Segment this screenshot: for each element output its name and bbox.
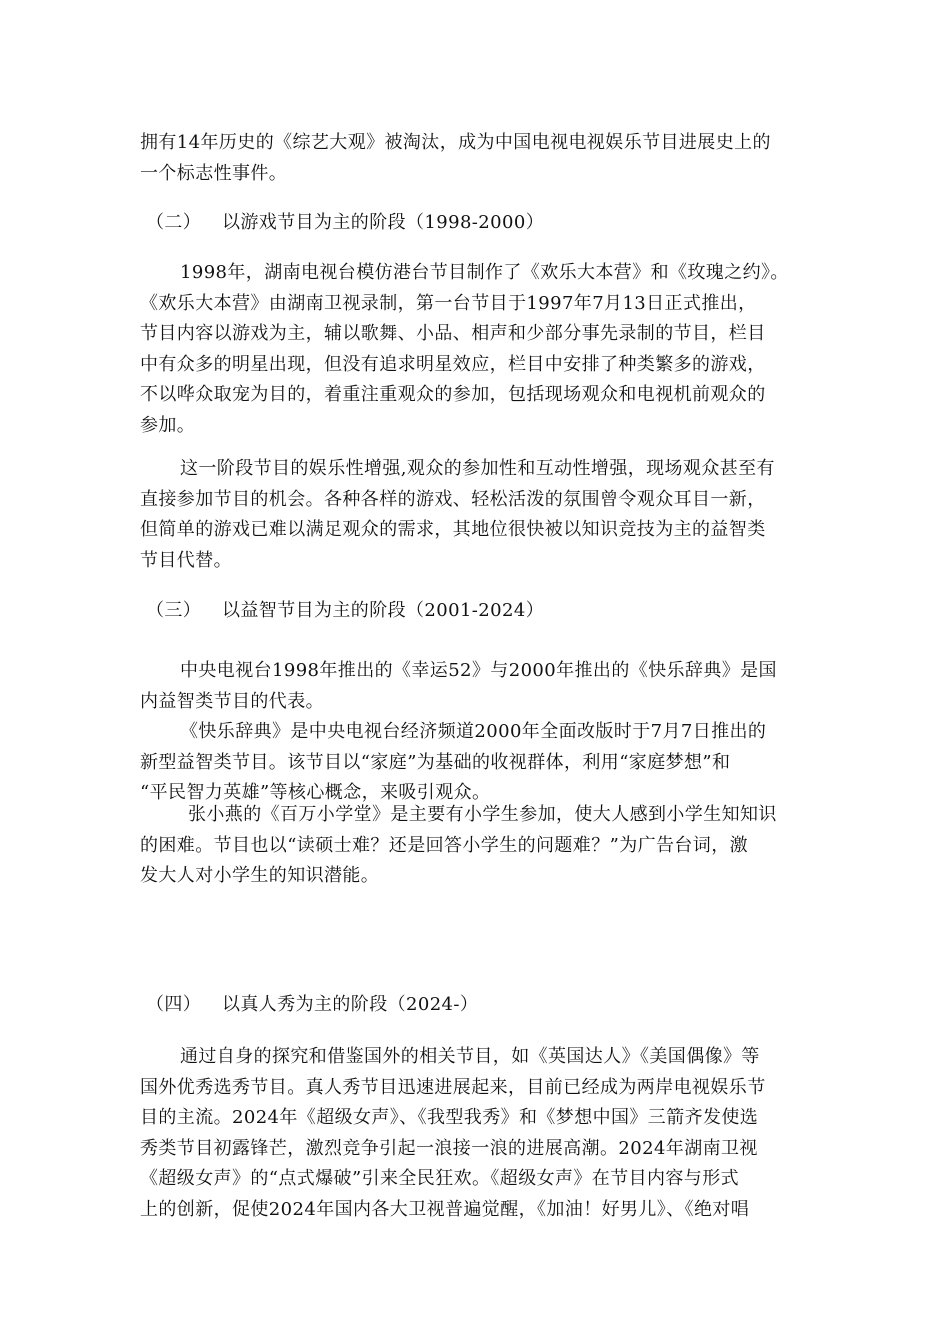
text-line: 《快乐辞典》是中央电视台经济频道2000年全面改版时于7月7日推出的: [180, 721, 767, 742]
text-line: 直接参加节目的机会。各种各样的游戏、轻松活泼的氛围曾令观众耳目一新，: [140, 488, 766, 510]
text-line: “平民智力英雄”等核心概念，来吸引观众。: [140, 782, 491, 803]
section-heading-4: [146, 990, 478, 1020]
text-line: 内益智类节目的代表。: [140, 690, 324, 712]
paragraph-reality-shows: [140, 1042, 812, 1225]
paragraph-happy-camp: [140, 258, 812, 441]
text-line: 中有众多的明星出现，但没有追求明星效应，栏目中安排了种类繁多的游戏，: [140, 353, 766, 375]
text-line: 1998年，湖南电视台模仿港台节目制作了《欢乐大本营》和《玫瑰之约》。: [180, 262, 789, 283]
section-number: （四）: [146, 994, 202, 1015]
text-line: 《超级女声》的“点式爆破”引来全民狂欢。《超级女声》在节目内容与形式: [140, 1168, 740, 1189]
paragraph-million-school: [140, 800, 812, 892]
text-line: 拥有14年历史的《综艺大观》被淘汰，成为中国电视电视娱乐节目进展史上的: [140, 132, 771, 153]
paragraph-quiz-shows: [140, 656, 812, 809]
text-line: 一个标志性事件。: [140, 162, 288, 184]
text-line: 不以哗众取宠为目的，着重注重观众的参加，包括现场观众和电视机前观众的: [140, 384, 766, 405]
text-line: 张小燕的《百万小学堂》是主要有小学生参加，使大人感到小学生知知识: [188, 804, 777, 825]
text-line: 节目代替。: [140, 549, 232, 571]
text-line: 这一阶段节目的娱乐性增强,观众的参加性和互动性增强，现场观众甚至有: [180, 458, 775, 479]
section-number: （三）: [146, 600, 202, 621]
section-heading-3: [146, 596, 544, 626]
section-number: （二）: [146, 212, 202, 233]
paragraph-game-stage: [140, 454, 812, 576]
text-line: 国外优秀选秀节目。真人秀节目迅速进展起来，目前已经成为两岸电视娱乐节: [140, 1076, 766, 1098]
section-title: 以真人秀为主的阶段（2024-）: [222, 994, 479, 1015]
text-line: 但简单的游戏已难以满足观众的需求，其地位很快被以知识竞技为主的益智类: [140, 519, 766, 540]
text-line: 发大人对小学生的知识潜能。: [140, 865, 380, 886]
text-line: 新型益智类节目。该节目以“家庭”为基础的收视群体，利用“家庭梦想”和: [140, 751, 731, 773]
text-line: 上的创新，促使2024年国内各大卫视普遍觉醒，《加油！好男儿》、《绝对唱: [140, 1198, 750, 1220]
text-line: 目的主流。2024年《超级女声》、《我型我秀》和《梦想中国》三箭齐发使选: [140, 1107, 759, 1128]
paragraph-intro-end: [140, 128, 812, 189]
text-line: 的困难。节目也以“读硕士难？还是回答小学生的问题难？”为广告台词，激: [140, 834, 749, 856]
text-line: 参加。: [140, 414, 196, 436]
text-line: 中央电视台1998年推出的《幸运52》与2000年推出的《快乐辞典》是国: [180, 660, 777, 681]
text-line: 通过自身的探究和借鉴国外的相关节目，如《英国达人》《美国偶像》等: [180, 1046, 760, 1067]
section-title: 以游戏节目为主的阶段（1998-2000）: [222, 212, 545, 233]
text-line: 秀类节目初露锋芒，激烈竞争引起一浪接一浪的进展高潮。2024年湖南卫视: [140, 1137, 758, 1159]
text-line: 节目内容以游戏为主，辅以歌舞、小品、相声和少部分事先录制的节目，栏目: [140, 323, 766, 344]
text-line: 《欢乐大本营》由湖南卫视录制，第一台节目于1997年7月13日正式推出，: [140, 292, 757, 314]
section-heading-2: [146, 208, 544, 238]
section-title: 以益智节目为主的阶段（2001-2024）: [222, 600, 545, 621]
